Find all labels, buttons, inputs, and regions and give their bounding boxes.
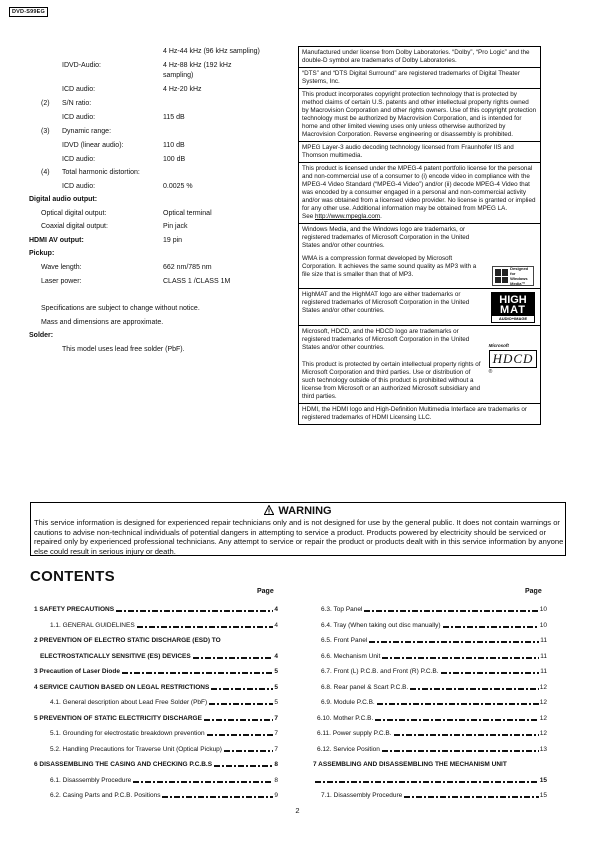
hdcd-logo-microsoft: Microsoft bbox=[488, 343, 509, 348]
spec-optical-label: Optical digital output: bbox=[41, 210, 107, 217]
toc-entry-label: 6.6. Mechanism Unit bbox=[321, 652, 381, 660]
toc-entry[interactable] bbox=[313, 635, 547, 645]
toc-entry[interactable] bbox=[34, 744, 278, 754]
toc-entry-label: 6.11. Power supply P.C.B. bbox=[317, 730, 392, 737]
toc-leader bbox=[137, 626, 274, 628]
toc-leader bbox=[224, 750, 273, 752]
toc-entry[interactable] bbox=[34, 620, 278, 630]
spec-cd-audio-value: 4 Hz-20 kHz bbox=[163, 86, 202, 93]
toc-entry[interactable] bbox=[313, 790, 547, 800]
spec-freq-value: 4 Hz-44 kHz (96 kHz sampling) bbox=[163, 48, 260, 55]
spec-hdmi-heading: HDMI AV output: bbox=[29, 237, 84, 244]
license-hdmi bbox=[298, 403, 541, 425]
toc-leader bbox=[207, 734, 274, 736]
toc-leader bbox=[315, 781, 539, 783]
license-hdcd-text: Microsoft, HDCD, and the HDCD logo are trademarks or registered trademarks of Microsoft Corporation in the United States and/or other countries. bbox=[302, 328, 470, 351]
mpegla-link[interactable]: http://www.mpegla.com bbox=[314, 213, 381, 220]
highmat-logo-line1: HIGH bbox=[499, 294, 527, 306]
toc-leader bbox=[375, 719, 539, 721]
spec-dr-num: (3) bbox=[41, 128, 50, 135]
spec-coax-label: Coaxial digital output: bbox=[41, 223, 108, 230]
toc-entry[interactable] bbox=[313, 759, 547, 769]
toc-entry-label: 5 PREVENTION OF STATIC ELECTRICITY DISCHARGE bbox=[34, 714, 202, 722]
toc-entry-page: 15 bbox=[539, 776, 547, 784]
warning-title bbox=[31, 504, 565, 518]
toc-entry[interactable] bbox=[34, 604, 278, 614]
toc-entry-page: 15 bbox=[539, 792, 547, 799]
toc-leader bbox=[441, 672, 540, 674]
license-highmat-text: HighMAT and the HighMAT logo are either trademarks or registered trademarks of Microsoft Corporation in the United States and/or other countries. bbox=[302, 291, 470, 314]
license-dolby-text: Manufactured under license from Dolby Laboratories. “Dolby”, “Pro Logic” and the double-D symbol are trademarks of Dolby Laboratories. bbox=[302, 49, 530, 64]
toc-entry-page: 7 bbox=[274, 730, 278, 737]
toc-entry[interactable] bbox=[313, 666, 547, 676]
toc-entry[interactable] bbox=[313, 697, 547, 707]
spec-dr-cd-label: ICD audio: bbox=[62, 156, 96, 163]
license-mpeg3 bbox=[298, 141, 541, 162]
toc-entry-label: 6.7. Front (L) P.C.B. and Front (R) P.C.B. bbox=[321, 668, 439, 675]
spec-dr-cd-value: 100 dB bbox=[163, 156, 186, 163]
toc-entry[interactable] bbox=[313, 620, 547, 630]
license-hdcd-ip-text: This product is protected by certain intellectual property rights of Microsoft Corporation and third parties. Use or distribution of such technology outside of this product is prohibited without a license from Microsoft or an authorized Microsoft subsidiary and third parties. bbox=[302, 361, 481, 400]
page-number: 2 bbox=[295, 806, 300, 815]
spec-dao-heading: Digital audio output: bbox=[29, 196, 98, 203]
toc-entry-page: 12 bbox=[539, 730, 547, 737]
toc-leader bbox=[133, 781, 273, 783]
license-dts-text: “DTS” and “DTS Digital Surround” are registered trademarks of Digital Theater Systems, Inc. bbox=[302, 70, 520, 85]
spec-dr-dvd-label: IDVD (linear audio): bbox=[62, 142, 124, 149]
toc-entry-page: 7 bbox=[274, 714, 278, 722]
spec-sn-cd-label: ICD audio: bbox=[62, 114, 96, 121]
toc-entry-page: 8 bbox=[274, 776, 278, 784]
toc-entry-page: 11 bbox=[540, 668, 547, 675]
toc-entry-label: 1 SAFETY PRECAUTIONS bbox=[34, 606, 115, 613]
toc-entry[interactable] bbox=[313, 713, 547, 723]
spec-note-mass: Mass and dimensions are approximate. bbox=[41, 319, 164, 326]
license-dts bbox=[298, 67, 541, 88]
toc-entry-page: 11 bbox=[540, 637, 547, 644]
toc-entry-page: 13 bbox=[539, 745, 547, 753]
toc-entry-page: 12 bbox=[539, 699, 547, 706]
highmat-logo-line2: MAT bbox=[499, 304, 526, 316]
toc-entry[interactable] bbox=[313, 744, 547, 754]
license-column bbox=[298, 46, 541, 425]
warning-text: This service information is designed for experienced repair technicians only and is not designed for use by the general public. It does not contain warnings or cautions to advise non-technical individuals of potential dangers in attempting to service a product. Products powered by electricity should be serviced or repaired only by experienced professional technicians. Any attempt to service or repair the product or products dealt with in this service information by anyone else could result in serious injury or death. bbox=[34, 518, 564, 556]
spec-sn-label: S/N ratio: bbox=[62, 100, 92, 107]
license-macrovision bbox=[298, 88, 541, 141]
toc-leader bbox=[410, 688, 538, 690]
contents-title: CONTENTS bbox=[30, 568, 115, 585]
toc-entry-label: 6.8. Rear panel & Scart P.C.B. bbox=[321, 683, 409, 691]
spec-laser-label: Laser power: bbox=[41, 278, 82, 285]
contents-page-header-right: Page bbox=[525, 588, 542, 595]
toc-leader bbox=[382, 750, 539, 752]
toc-leader bbox=[394, 734, 539, 736]
spec-optical-value: Optical terminal bbox=[163, 210, 212, 217]
toc-leader bbox=[162, 796, 273, 798]
toc-entry-label: 3 Precaution of Laser Diode bbox=[34, 668, 120, 675]
toc-entry[interactable] bbox=[313, 651, 547, 661]
toc-entry-page: 10 bbox=[539, 606, 547, 613]
toc-entry[interactable] bbox=[313, 682, 547, 692]
toc-entry-label: 5.2. Handling Precautions for Traverse Unit (Optical Pickup) bbox=[50, 745, 222, 753]
toc-entry-page: 11 bbox=[540, 652, 547, 660]
toc-entry-page: 4 bbox=[274, 606, 278, 613]
toc-entry-label: 6 DISASSEMBLING THE CASING AND CHECKING P.C.B.S bbox=[34, 761, 213, 768]
toc-leader bbox=[377, 703, 539, 705]
toc-entry-label: 7 ASSEMBLING AND DISASSEMBLING THE MECHANISM UNIT bbox=[313, 761, 507, 768]
spec-note-change: Specifications are subject to change without notice. bbox=[41, 305, 200, 312]
toc-entry-page: 8 bbox=[274, 761, 278, 768]
highmat-logo-line3: AUDIO+IMAGE bbox=[492, 316, 534, 322]
toc-entry-page: 5 bbox=[274, 699, 278, 706]
warning-title-text: WARNING bbox=[278, 505, 332, 517]
wm-logo-line2: Windows bbox=[510, 276, 528, 281]
toc-entry-label: 6.5. Front Panel bbox=[321, 637, 368, 644]
spec-thd-cd-label: ICD audio: bbox=[62, 183, 96, 190]
hdcd-logo-mark: HDCD bbox=[489, 350, 538, 368]
spec-wave-label: Wave length: bbox=[41, 264, 82, 271]
toc-entry-page: 4 bbox=[274, 621, 278, 629]
highmat-logo bbox=[491, 292, 535, 323]
toc-entry[interactable] bbox=[313, 728, 547, 738]
spec-wave-value: 662 nm/785 nm bbox=[163, 264, 212, 271]
spec-thd-num: (4) bbox=[41, 169, 50, 176]
toc-entry-page: 9 bbox=[274, 792, 278, 799]
spec-pickup-heading: Pickup: bbox=[29, 250, 55, 257]
license-wm-text: Windows Media, and the Windows logo are trademarks, or registered trademarks of Microsoft Corporation in the United States and/or other countries. bbox=[302, 226, 470, 249]
toc-leader bbox=[204, 719, 273, 721]
spec-dr-label: Dynamic range: bbox=[62, 128, 112, 135]
toc-leader bbox=[214, 765, 273, 767]
spec-thd-cd-value: 0.0025 % bbox=[163, 183, 193, 190]
spec-dvd-audio-value-cont: sampling) bbox=[163, 72, 194, 79]
toc-entry-label: 6.3. Top Panel bbox=[321, 606, 363, 613]
toc-leader bbox=[443, 626, 539, 628]
hdcd-logo bbox=[489, 342, 538, 379]
license-hdmi-text: HDMI, the HDMI logo and High-Definition Multimedia Interface are trademarks or registered trademarks of HDMI Licensing LLC. bbox=[302, 406, 528, 421]
toc-leader bbox=[122, 672, 273, 674]
windows-media-logo bbox=[492, 266, 534, 286]
toc-entry-label: 6.9. Module P.C.B. bbox=[321, 699, 375, 706]
windows-flag-icon bbox=[495, 269, 508, 283]
toc-leader bbox=[382, 657, 539, 659]
toc-entry-page: 7 bbox=[274, 745, 278, 753]
toc-entry-label: ELECTROSTATICALLY SENSITIVE (ES) DEVICES bbox=[40, 652, 191, 660]
warning-triangle-icon bbox=[264, 505, 274, 515]
spec-hdmi-value: 19 pin bbox=[163, 237, 183, 244]
toc-entry[interactable] bbox=[34, 759, 278, 769]
license-mpeg4-end: . bbox=[380, 213, 382, 220]
spec-dvd-audio-value: 4 Hz-88 kHz (192 kHz bbox=[163, 62, 232, 69]
spec-sn-num: (2) bbox=[41, 100, 50, 107]
toc-entry-page: 5 bbox=[274, 668, 278, 675]
license-mpeg4 bbox=[298, 162, 541, 223]
spec-solder-heading: Solder: bbox=[29, 332, 54, 339]
toc-entry-page: 10 bbox=[539, 621, 547, 629]
toc-entry[interactable] bbox=[34, 682, 278, 692]
toc-entry-label: 6.12. Service Position bbox=[317, 745, 380, 753]
toc-entry[interactable] bbox=[34, 790, 278, 800]
toc-entry[interactable] bbox=[313, 775, 547, 785]
toc-entry-label: 2 PREVENTION OF ELECTRO STATIC DISCHARGE (ESD) TO bbox=[34, 637, 221, 644]
contents-page-header-left: Page bbox=[257, 588, 274, 595]
toc-entry-label: 4 SERVICE CAUTION BASED ON LEGAL RESTRICTIONS bbox=[34, 683, 210, 691]
toc-entry[interactable] bbox=[34, 713, 278, 723]
spec-sn-cd-value: 115 dB bbox=[163, 114, 185, 121]
toc-entry-page: 4 bbox=[274, 652, 278, 660]
toc-entry-page: 12 bbox=[539, 714, 547, 722]
toc-entry[interactable] bbox=[34, 697, 278, 707]
toc-entry[interactable] bbox=[34, 635, 278, 645]
toc-leader bbox=[369, 641, 539, 643]
warning-box bbox=[30, 502, 566, 556]
toc-leader bbox=[193, 657, 274, 659]
license-wma-text: WMA is a compression format developed by Microsoft Corporation. It achieves the same sound quality as MP3 with a file size that is smaller than that of MP3. bbox=[302, 255, 477, 278]
license-windows-media bbox=[298, 223, 541, 288]
spec-dr-dvd-value: 110 dB bbox=[163, 142, 185, 149]
toc-leader bbox=[404, 796, 538, 798]
toc-entry-label: 4.1. General description about Lead Free Solder (PbF) bbox=[50, 699, 208, 706]
toc-entry-page: 5 bbox=[274, 683, 278, 691]
toc-leader bbox=[364, 610, 538, 612]
wm-logo-line1: Designed for bbox=[510, 266, 529, 276]
license-highmat bbox=[298, 288, 541, 325]
spec-thd-label: Total harmonic distortion: bbox=[62, 169, 140, 176]
license-dolby bbox=[298, 46, 541, 67]
toc-entry-page: 12 bbox=[539, 683, 547, 691]
license-macrovision-text: This product incorporates copyright protection technology that is protected by method claims of certain U.S. patents and other intellectual property rights owned by Macrovision Corporation and other rights owners. Use of this copyright protection technology must be authorized by Macrovision Corporation, and is intended for home and other limited viewing uses only unless otherwise authorized by Macrovision Corporation. Reverse engineering or disassembly is prohibited. bbox=[302, 91, 537, 138]
toc-entry[interactable] bbox=[34, 775, 278, 785]
toc-entry-label: 6.1. Disassembly Procedure bbox=[50, 776, 132, 784]
toc-leader bbox=[116, 610, 273, 612]
toc-leader bbox=[211, 688, 273, 690]
toc-entry[interactable] bbox=[34, 666, 278, 676]
toc-entry-label: 6.2. Casing Parts and P.C.B. Positions bbox=[50, 792, 161, 799]
license-mpeg4-text: This product is licensed under the MPEG-4 patent portfolio license for the personal and non-commercial use of a consumer to (i) encode video in compliance with the MPEG-4 Video Standard (“MPEG-4 Video”) and/or (ii) decode MPEG-4 Video that was encoded by a consumer engaged in a personal and non-commercial activity and/or was obtained from a licensed video provider. No license is granted or implied for any other use. Additional information may be obtained from MPEG LA. bbox=[302, 165, 536, 212]
toc-entry-label: 5.1. Grounding for electrostatic breakdown prevention bbox=[50, 730, 205, 737]
toc-leader bbox=[209, 703, 273, 705]
toc-entry-label: 7.1. Disassembly Procedure bbox=[321, 792, 403, 799]
model-tag: DVD-S99EG bbox=[9, 7, 48, 17]
spec-coax-value: Pin jack bbox=[163, 223, 188, 230]
toc-entry[interactable] bbox=[34, 651, 278, 661]
toc-entry-label: 6.4. Tray (When taking out disc manually) bbox=[321, 621, 441, 629]
license-hdcd bbox=[298, 325, 541, 403]
spec-cd-audio-label: ICD audio: bbox=[62, 86, 96, 93]
spec-dvd-audio-label: IDVD-Audio: bbox=[62, 62, 101, 69]
toc-entry[interactable] bbox=[313, 604, 547, 614]
license-mpeg3-text: MPEG Layer-3 audio decoding technology licensed from Fraunhofer IIS and Thomson multimedia. bbox=[302, 144, 514, 159]
wm-logo-line3: Media™ bbox=[510, 281, 526, 286]
hdcd-logo-reg: ® bbox=[488, 369, 493, 375]
spec-solder-value: This model uses lead free solder (PbF). bbox=[62, 346, 185, 353]
toc-entry-label: 6.10. Mother P.C.B. bbox=[317, 714, 374, 722]
toc-entry[interactable] bbox=[34, 728, 278, 738]
toc-entry-label: 1.1. GENERAL GUIDELINES bbox=[50, 621, 135, 629]
license-mpeg4-see: See bbox=[302, 213, 315, 220]
spec-laser-value: CLASS 1 /CLASS 1M bbox=[163, 278, 231, 285]
